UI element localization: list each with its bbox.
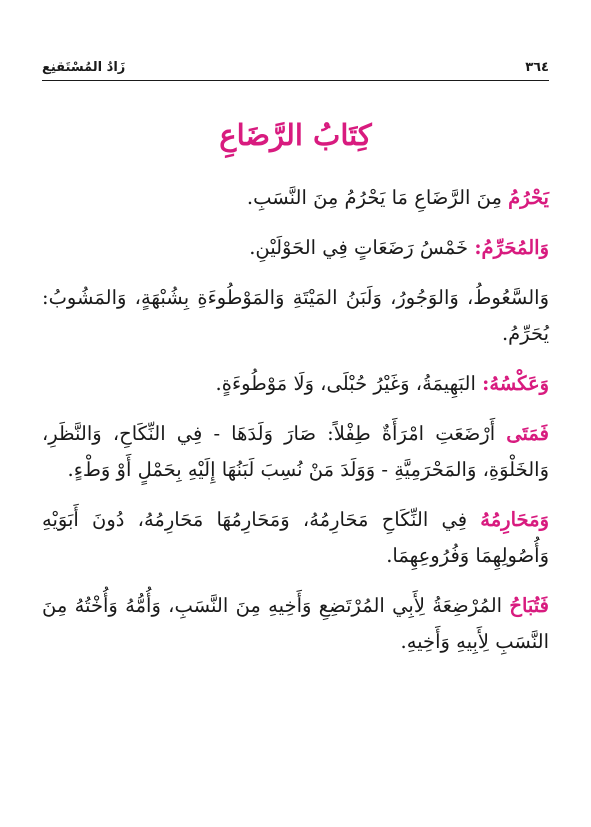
paragraph	[42, 180, 549, 216]
paragraph	[42, 588, 549, 660]
header-rule	[42, 80, 549, 81]
paragraph-text: فِي النِّكَاحِ مَحَارِمُهُ، وَمَحَارِمُهَا مَحَارِمُهُ، دُونَ أَبَوَيْهِ وَأُصُولِهِمَا وَفُرُوعِهِمَا.	[42, 508, 549, 567]
paragraph-lead: وَعَكْسُهُ:	[482, 372, 549, 395]
paragraph	[42, 416, 549, 488]
paragraph	[42, 280, 549, 352]
page-number: ٣٦٤	[525, 59, 549, 75]
page-body	[42, 180, 549, 674]
paragraph-lead: فَمَتَى	[506, 422, 549, 445]
paragraph	[42, 366, 549, 402]
paragraph-text: المُرْضِعَةُ لِأَبِي المُرْتَضِعِ وَأَخِيهِ مِنَ النَّسَبِ، وَأُمُّهُ وَأُخْتُهُ مِنَ النَّسَبِ لِأَبِيهِ وَأَخِيهِ.	[42, 594, 549, 653]
page-header	[42, 55, 549, 79]
paragraph-lead: وَالمُحَرِّمُ:	[474, 236, 549, 259]
paragraph-lead: فَتُبَاحُ	[509, 594, 549, 617]
paragraph-text: خَمْسُ رَضَعَاتٍ فِي الحَوْلَيْنِ.	[249, 236, 475, 259]
paragraph	[42, 230, 549, 266]
paragraph-text: البَهِيمَةُ، وَغَيْرُ حُبْلَى، وَلَا مَوْطُوءَةٍ.	[215, 372, 483, 395]
paragraph-lead: وَمَحَارِمُهُ	[480, 508, 549, 531]
book-title: زَادُ المُسْتَقنِع	[42, 59, 126, 75]
paragraph-text: وَالسَّعُوطُ، وَالوَجُورُ، وَلَبَنُ المَيْتَةِ وَالمَوْطُوءَةِ بِشُبْهَةٍ، وَالمَشُوبُ: يُحَرِّمُ.	[42, 286, 549, 345]
paragraph-lead: يَحْرُمُ	[508, 186, 549, 209]
paragraph-text: مِنَ الرَّضَاعِ مَا يَحْرُمُ مِنَ النَّسَبِ.	[246, 186, 509, 209]
chapter-title: كِتَابُ الرَّضَاعِ	[219, 118, 372, 152]
paragraph-text: أَرْضَعَتِ امْرَأَةٌ طِفْلاً: صَارَ وَلَدَهَا - فِي النِّكَاحِ، وَالنَّظَرِ، وَالخَلْوَةِ، وَالمَحْرَمِيَّةِ - وَوَلَدَ مَنْ نُسِبَ لَبَنُهَا إِلَيْهِ بِحَمْلٍ أَوْ وَطْءٍ.	[42, 422, 549, 481]
paragraph	[42, 502, 549, 574]
